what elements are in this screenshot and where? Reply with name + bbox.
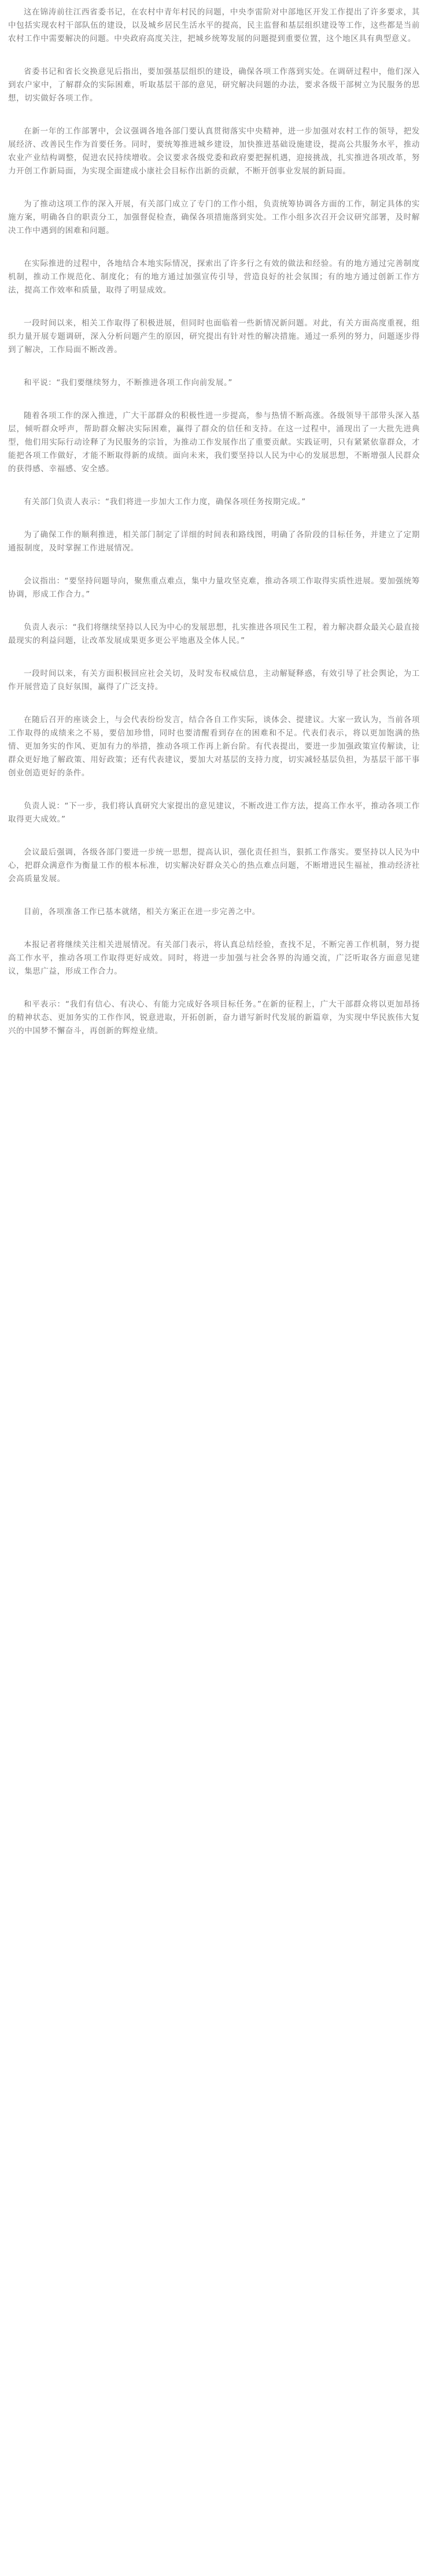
paragraph: 为了推动这项工作的深入开展，有关部门成立了专门的工作小组，负责统筹协调各方面的工作，制定具体的实施方案，明确各自的职责分工，加强督促检查，确保各项措施落到实处。工作小组多次召开会议研究部署，及时解决工作中遇到的困难和问题。 — [8, 199, 420, 235]
paragraph-spacer — [8, 826, 420, 846]
paragraph: 和平表示：“我们有信心、有决心、有能力完成好各项目标任务。”在新的征程上，广大干部群众将以更加昂扬的精神状态、更加务实的工作作风，锐意进取，开拓创新，奋力谱写新时代发展的新篇章，为实现中华民族伟大复兴的中国梦不懈奋斗，再创新的辉煌业绩。 — [8, 1000, 420, 1036]
paragraph-spacer — [8, 555, 420, 575]
paragraph-spacer — [8, 357, 420, 376]
paragraph: 目前，各项准备工作已基本就绪，相关方案正在进一步完善之中。 — [24, 907, 260, 916]
paragraph: 省委书记和省长交换意见后指出，要加强基层组织的建设，确保各项工作落到实处。在调研过程中，他们深入到农户家中，了解群众的实际困难，听取基层干部的意见，研究解决问题的办法，要求各级干部树立为民服务的思想，切实做好各项工作。 — [8, 67, 420, 103]
paragraph: 在新一年的工作部署中，会议强调各地各部门要认真贯彻落实中央精神，进一步加强对农村工作的领导，把发展经济、改善民生作为首要任务。同时，要统筹推进城乡建设，加快推进基础设施建设，提高公共服务水平，推动农业产业结构调整，促进农民持续增收。会议要求各级党委和政府要把握机遇，迎接挑战，扎实推进各项改革，努力开创工作新局面，为实现全面建成小康社会目标作出新的贡献，不断开创事业发展的新局面。 — [8, 127, 420, 176]
paragraph: 在实际推进的过程中，各地结合本地实际情况，探索出了许多行之有效的做法和经验。有的地方通过完善制度机制，推动工作规范化、制度化；有的地方通过加强宣传引导，营造良好的社会氛围；有的地方通过创新工作方法，提高工作效率和质量，取得了明显成效。 — [8, 259, 420, 295]
paragraph: 负责人说：“下一步，我们将认真研究大家提出的意见建议，不断改进工作方法，提高工作水平，推动各项工作取得更大成效。” — [8, 801, 420, 824]
paragraph: 这在锦涛前往江西省委书记，在农村中青年村民的问题，中央李雷阶对中部地区开发工作提出了许多要求，其中包括实现农村干部队伍的建设，以及城乡居民生活水平的提高，民主监督和基层组织建设等工作，这些都是当前农村工作中需要解决的问题。中央政府高度关注，把城乡统筹发展的问题提到重要位置，这个地区具有典型意义。 — [8, 8, 420, 43]
paragraph: 随着各项工作的深入推进，广大干部群众的积极性进一步提高，参与热情不断高涨。各级领导干部带头深入基层，倾听群众呼声，帮助群众解决实际困难，赢得了群众的信任和支持。在这一过程中，涌现出了一大批先进典型，他们用实际行动诠释了为民服务的宗旨，为推动工作发展作出了重要贡献。实践证明，只有紧紧依靠群众，才能把各项工作做好，才能不断取得新的成绩。面向未来，我们要坚持以人民为中心的发展思想，不断增强人民群众的获得感、幸福感、安全感。 — [8, 411, 420, 474]
paragraph-spacer — [8, 476, 420, 496]
paragraph-spacer — [8, 105, 420, 125]
paragraph: 本报记者将继续关注相关进展情况。有关部门表示，将认真总结经验，查找不足，不断完善工作机制，努力提高工作水平，推动各项工作取得更好成效。同时，将进一步加强与社会各界的沟通交流，广泛听取各方面意见建议，集思广益，形成工作合力。 — [8, 940, 420, 976]
paragraph-spacer — [8, 178, 420, 198]
paragraph-spacer — [8, 886, 420, 906]
paragraph-spacer — [8, 601, 420, 621]
paragraph-spacer — [8, 390, 420, 409]
paragraph: 会议最后强调，各级各部门要进一步统一思想，提高认识，强化责任担当，狠抓工作落实。要坚持以人民为中心，把群众满意作为衡量工作的根本标准，切实解决好群众关心的热点难点问题，不断增进民生福祉，推动经济社会高质量发展。 — [8, 848, 420, 884]
paragraph-spacer — [8, 694, 420, 714]
paragraph: 负责人表示：“我们将继续坚持以人民为中心的发展思想，扎实推进各项民生工程，着力解决群众最关心最直接最现实的利益问题，让改革发展成果更多更公平地惠及全体人民。” — [8, 623, 420, 645]
paragraph: 会议指出：“要坚持问题导向，聚焦重点难点，集中力量攻坚克难，推动各项工作取得实质性进展。要加强统筹协调，形成工作合力。” — [8, 576, 420, 599]
paragraph-spacer — [8, 978, 420, 998]
paragraph: 为了确保工作的顺利推进，相关部门制定了详细的时间表和路线图，明确了各阶段的目标任务，并建立了定期通报制度，及时掌握工作进展情况。 — [8, 530, 420, 553]
paragraph: 和平说：“我们要继续努力，不断推进各项工作向前发展。” — [24, 378, 233, 387]
article-body — [8, 6, 420, 2570]
paragraph-spacer — [8, 919, 420, 938]
paragraph-spacer — [8, 46, 420, 65]
paragraph: 一段时间以来，有关方面积极回应社会关切，及时发布权威信息，主动解疑释惑，有效引导了社会舆论，为工作开展营造了良好氛围，赢得了广泛支持。 — [8, 669, 420, 692]
paragraph: 有关部门负责人表示：“我们将进一步加大工作力度，确保各项任务按期完成。” — [24, 497, 306, 507]
paragraph: 一段时间以来，相关工作取得了积极进展，但同时也面临着一些新情况新问题。对此，有关方面高度重视，组织力量开展专题调研，深入分析问题产生的原因，研究提出有针对性的解决措施。通过一系列的努力，问题逐步得到了解决，工作局面不断改善。 — [8, 319, 420, 354]
paragraph-spacer — [8, 297, 420, 317]
paragraph-spacer — [8, 648, 420, 667]
paragraph-spacer — [8, 509, 420, 528]
paragraph: 在随后召开的座谈会上，与会代表纷纷发言，结合各自工作实际，谈体会、提建议。大家一致认为，当前各项工作取得的成绩来之不易，要倍加珍惜，同时也要清醒看到存在的困难和不足。代表们表示，将以更加饱满的热情、更加务实的作风、更加有力的举措，推动各项工作再上新台阶。有代表提出，要进一步加强政策宣传解读，让群众更好地了解政策、用好政策；还有代表建议，要加大对基层的支持力度，切实减轻基层负担，为基层干部干事创业创造更好的条件。 — [8, 715, 420, 778]
paragraph-spacer — [8, 238, 420, 257]
paragraph-spacer — [8, 780, 420, 800]
